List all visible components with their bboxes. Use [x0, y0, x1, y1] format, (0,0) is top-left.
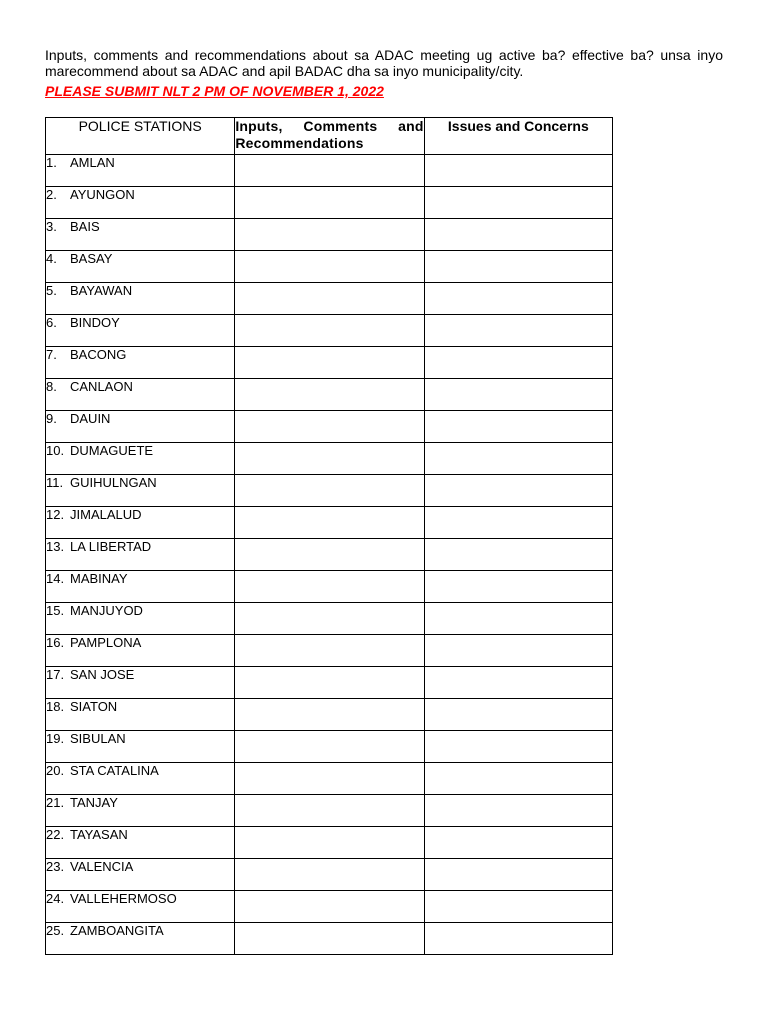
table-row — [46, 347, 613, 379]
station-name: VALENCIA — [70, 859, 134, 874]
station-cell — [46, 475, 235, 507]
table-row — [46, 539, 613, 571]
station-cell — [46, 539, 235, 571]
station-name: STA CATALINA — [70, 763, 159, 778]
station-number: 8. — [46, 379, 57, 394]
station-name: GUIHULNGAN — [70, 475, 157, 490]
station-number: 2. — [46, 187, 57, 202]
inputs-cell[interactable] — [235, 347, 424, 379]
table-row — [46, 667, 613, 699]
station-cell — [46, 891, 235, 923]
inputs-cell[interactable] — [235, 795, 424, 827]
station-name: DUMAGUETE — [70, 443, 154, 458]
table-row — [46, 731, 613, 763]
station-number: 9. — [46, 411, 57, 426]
station-number: 6. — [46, 315, 57, 330]
station-name: PAMPLONA — [70, 635, 142, 650]
issues-cell[interactable] — [424, 251, 612, 283]
inputs-cell[interactable] — [235, 859, 424, 891]
station-number: 25. — [46, 923, 65, 938]
table-row — [46, 763, 613, 795]
station-number: 3. — [46, 219, 57, 234]
stations-table — [45, 117, 613, 955]
table-row — [46, 251, 613, 283]
station-name: SAN JOSE — [70, 667, 135, 682]
station-number: 24. — [46, 891, 65, 906]
header-inputs-comments — [235, 118, 424, 155]
inputs-cell[interactable] — [235, 827, 424, 859]
inputs-cell[interactable] — [235, 923, 424, 955]
inputs-cell[interactable] — [235, 379, 424, 411]
station-name: SIBULAN — [70, 731, 126, 746]
table-row — [46, 859, 613, 891]
inputs-cell[interactable] — [235, 891, 424, 923]
issues-cell[interactable] — [424, 699, 612, 731]
station-cell — [46, 411, 235, 443]
table-row — [46, 443, 613, 475]
station-name: BAYAWAN — [70, 283, 133, 298]
station-number: 11. — [46, 475, 64, 490]
table-row — [46, 795, 613, 827]
header-inputs-line2: Recommendations — [235, 135, 364, 151]
issues-cell[interactable] — [424, 571, 612, 603]
issues-cell[interactable] — [424, 347, 612, 379]
station-cell — [46, 379, 235, 411]
issues-cell[interactable] — [424, 859, 612, 891]
station-cell — [46, 795, 235, 827]
inputs-cell[interactable] — [235, 155, 424, 187]
station-name: MANJUYOD — [70, 603, 143, 618]
table-row — [46, 315, 613, 347]
issues-cell[interactable] — [424, 891, 612, 923]
issues-cell[interactable] — [424, 827, 612, 859]
inputs-cell[interactable] — [235, 443, 424, 475]
station-number: 13. — [46, 539, 65, 554]
station-name: LA LIBERTAD — [70, 539, 152, 554]
station-name: MABINAY — [70, 571, 128, 586]
station-cell — [46, 667, 235, 699]
intro-paragraph: Inputs, comments and recommendations about sa ADAC meeting ug active ba? effective ba? unsa inyo marecommend about sa ADAC and apil BADAC dha sa inyo municipality/city. — [45, 47, 723, 79]
header-inputs-line1: Inputs, Comments and — [235, 118, 424, 134]
station-number: 14. — [46, 571, 65, 586]
station-cell — [46, 763, 235, 795]
issues-cell[interactable] — [424, 795, 612, 827]
issues-cell[interactable] — [424, 635, 612, 667]
header-police-stations: POLICE STATIONS — [46, 118, 235, 155]
station-cell — [46, 283, 235, 315]
issues-cell[interactable] — [424, 507, 612, 539]
station-cell — [46, 507, 235, 539]
table-row — [46, 827, 613, 859]
station-name: SIATON — [70, 699, 118, 714]
station-cell — [46, 859, 235, 891]
station-name: BASAY — [70, 251, 113, 266]
table-row — [46, 475, 613, 507]
issues-cell[interactable] — [424, 155, 612, 187]
station-number: 7. — [46, 347, 57, 362]
inputs-cell[interactable] — [235, 251, 424, 283]
station-number: 4. — [46, 251, 57, 266]
inputs-cell[interactable] — [235, 475, 424, 507]
station-number: 18. — [46, 699, 65, 714]
station-cell — [46, 635, 235, 667]
table-row — [46, 891, 613, 923]
station-cell — [46, 731, 235, 763]
station-name: BAIS — [70, 219, 100, 234]
station-number: 10. — [46, 443, 65, 458]
inputs-cell[interactable] — [235, 699, 424, 731]
station-number: 22. — [46, 827, 65, 842]
station-name: TAYASAN — [70, 827, 128, 842]
station-cell — [46, 347, 235, 379]
station-number: 1. — [46, 155, 57, 170]
station-cell — [46, 443, 235, 475]
station-name: JIMALALUD — [70, 507, 142, 522]
station-number: 15. — [46, 603, 65, 618]
station-cell — [46, 571, 235, 603]
table-row — [46, 187, 613, 219]
station-number: 19. — [46, 731, 65, 746]
inputs-cell[interactable] — [235, 731, 424, 763]
inputs-cell[interactable] — [235, 219, 424, 251]
station-cell — [46, 251, 235, 283]
station-number: 21. — [46, 795, 65, 810]
issues-cell[interactable] — [424, 283, 612, 315]
station-name: BINDOY — [70, 315, 120, 330]
issues-cell[interactable] — [424, 475, 612, 507]
inputs-cell[interactable] — [235, 603, 424, 635]
header-issues-concerns: Issues and Concerns — [424, 118, 612, 155]
issues-cell[interactable] — [424, 379, 612, 411]
table-row — [46, 155, 613, 187]
table-row — [46, 411, 613, 443]
station-cell — [46, 603, 235, 635]
station-number: 23. — [46, 859, 65, 874]
station-cell — [46, 155, 235, 187]
station-cell — [46, 827, 235, 859]
deadline-notice: PLEASE SUBMIT NLT 2 PM OF NOVEMBER 1, 2022 — [45, 83, 384, 99]
issues-cell[interactable] — [424, 539, 612, 571]
station-number: 17. — [46, 667, 65, 682]
inputs-cell[interactable] — [235, 571, 424, 603]
station-number: 12. — [46, 507, 65, 522]
station-number: 5. — [46, 283, 57, 298]
inputs-cell[interactable] — [235, 667, 424, 699]
station-name: AYUNGON — [70, 187, 135, 202]
issues-cell[interactable] — [424, 667, 612, 699]
station-number: 20. — [46, 763, 65, 778]
inputs-cell[interactable] — [235, 539, 424, 571]
station-cell — [46, 923, 235, 955]
issues-cell[interactable] — [424, 187, 612, 219]
table-row — [46, 379, 613, 411]
station-name: CANLAON — [70, 379, 133, 394]
station-name: VALLEHERMOSO — [70, 891, 177, 906]
inputs-cell[interactable] — [235, 315, 424, 347]
table-row — [46, 699, 613, 731]
table-row — [46, 219, 613, 251]
station-cell — [46, 315, 235, 347]
issues-cell[interactable] — [424, 763, 612, 795]
station-name: BACONG — [70, 347, 127, 362]
issues-cell[interactable] — [424, 315, 612, 347]
inputs-cell[interactable] — [235, 507, 424, 539]
station-name: ZAMBOANGITA — [70, 923, 164, 938]
issues-cell[interactable] — [424, 603, 612, 635]
inputs-cell[interactable] — [235, 283, 424, 315]
table-row — [46, 923, 613, 955]
inputs-cell[interactable] — [235, 187, 424, 219]
inputs-cell[interactable] — [235, 763, 424, 795]
table-header-row — [46, 118, 613, 155]
station-cell — [46, 699, 235, 731]
station-name: DAUIN — [70, 411, 111, 426]
station-name: TANJAY — [70, 795, 118, 810]
inputs-cell[interactable] — [235, 635, 424, 667]
station-cell — [46, 219, 235, 251]
issues-cell[interactable] — [424, 443, 612, 475]
table-row — [46, 603, 613, 635]
issues-cell[interactable] — [424, 411, 612, 443]
station-name: AMLAN — [70, 155, 115, 170]
table-row — [46, 283, 613, 315]
station-cell — [46, 187, 235, 219]
table-row — [46, 507, 613, 539]
issues-cell[interactable] — [424, 923, 612, 955]
station-number: 16. — [46, 635, 65, 650]
inputs-cell[interactable] — [235, 411, 424, 443]
table-row — [46, 635, 613, 667]
issues-cell[interactable] — [424, 219, 612, 251]
issues-cell[interactable] — [424, 731, 612, 763]
table-row — [46, 571, 613, 603]
